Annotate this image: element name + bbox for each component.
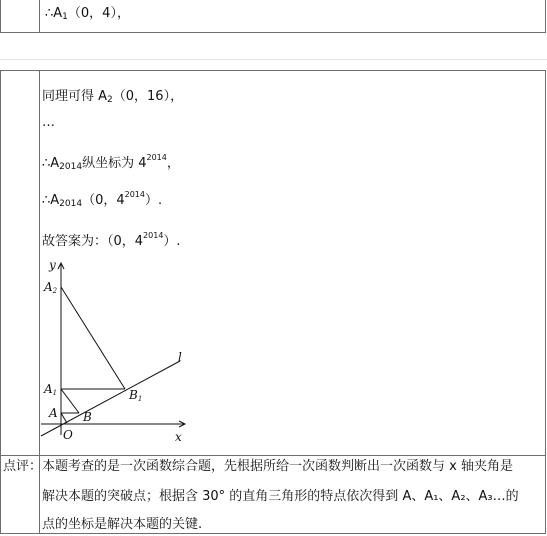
point-b-label: B: [83, 410, 92, 424]
x-axis-label: x: [175, 430, 182, 443]
comment-line-2: 解决本题的突破点；根据含 30° 的直角三角形的特点依次得到 A、A₁、A₂、A₃…的: [42, 489, 519, 504]
geometry-figure: [39, 257, 191, 443]
solution-line-1: [42, 89, 183, 108]
y-axis-label: y: [49, 258, 56, 272]
line-l: [41, 361, 180, 436]
solution-line-4: [42, 187, 162, 212]
comment-label: 点评：: [3, 459, 43, 474]
point-b1-label: B1: [129, 388, 143, 403]
column-divider: [39, 0, 40, 32]
solution-table: [0, 70, 546, 534]
solution-text: 同理可得 A: [42, 89, 108, 104]
subscript: 2014: [59, 162, 83, 172]
ellipsis-line: …: [42, 115, 54, 130]
solution-text: 故答案为：（0，4: [42, 234, 144, 249]
solution-text: ∴A: [42, 193, 60, 208]
answer-text: （0，4），: [67, 6, 130, 21]
comment-line-3: 点的坐标是解决本题的关键.: [42, 517, 203, 532]
subscript: 2: [107, 95, 113, 105]
section-separator: [0, 59, 547, 60]
segment-a2-b1: [61, 287, 125, 389]
top-table-fragment: [0, 0, 546, 33]
solution-text: ）.: [163, 234, 181, 249]
point-a2-label: A2: [44, 280, 58, 295]
row-divider: [1, 455, 545, 456]
comment-line-1: 本题考查的是一次函数综合题，先根据所给一次函数判断出一次函数与 x 轴夹角是: [42, 459, 513, 474]
segment-a1-b: [61, 389, 79, 413]
final-answer-line: [42, 228, 181, 250]
segment-a-foot: [61, 413, 67, 423]
subscript: 2014: [59, 199, 83, 209]
superscript: 2014: [146, 153, 167, 162]
solution-text: （0，4: [82, 193, 125, 208]
solution-text: 纵坐标为 4: [82, 156, 147, 171]
solution-text: ，: [166, 156, 180, 171]
solution-text: ）.: [144, 193, 163, 208]
solution-text: ∴A: [42, 156, 60, 171]
subscript: 1: [62, 12, 68, 22]
superscript: 2014: [143, 231, 164, 240]
solution-text: （0，16），: [112, 89, 184, 104]
origin-label: O: [63, 428, 73, 442]
line-l-label: l: [178, 350, 182, 364]
answer-text: ∴A: [45, 6, 63, 21]
answer-line-a1: [45, 6, 130, 25]
superscript: 2014: [124, 190, 145, 199]
solution-line-3: [42, 150, 180, 175]
point-a1-label: A1: [44, 382, 58, 397]
point-a-label: A: [49, 406, 58, 420]
